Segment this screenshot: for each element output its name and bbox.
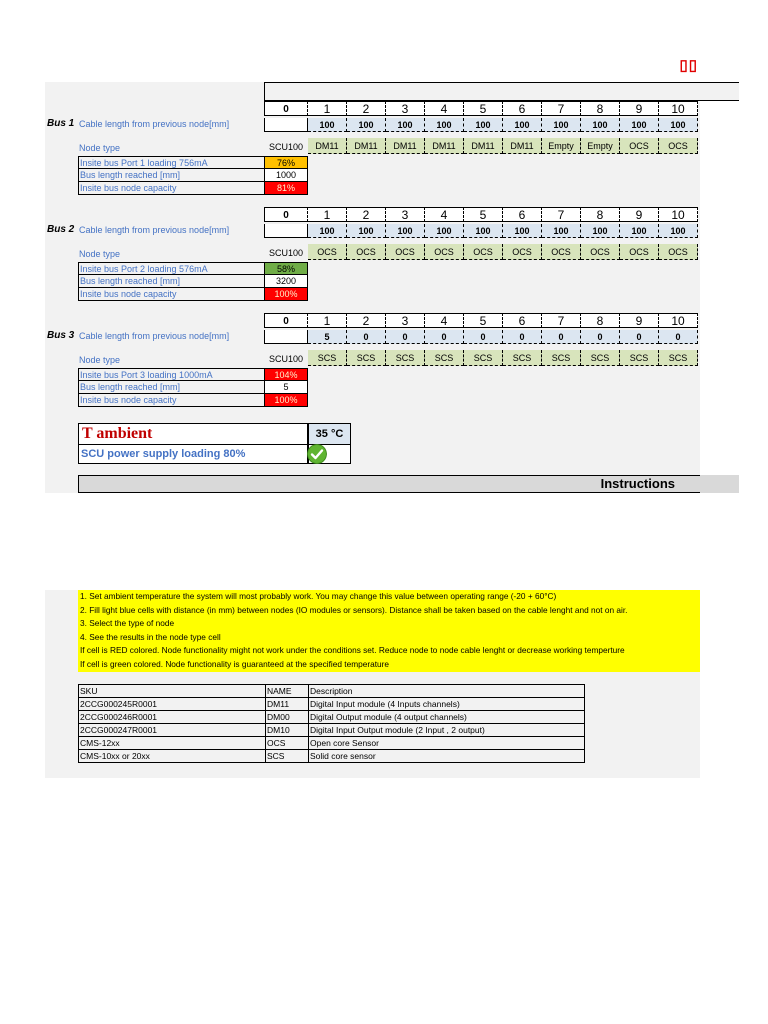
- instructions-header: Instructions: [78, 475, 700, 493]
- table-row: [79, 698, 585, 711]
- cable-length-input[interactable]: 100: [581, 118, 620, 132]
- node-type-select[interactable]: OCS: [581, 244, 620, 260]
- bus-length-label: Bus length reached [mm]: [78, 381, 265, 394]
- sku-cell: 2CCG000247R0001: [79, 724, 266, 737]
- psu-loading-label: SCU power supply loading 80%: [78, 445, 308, 464]
- node-number-header: 3: [386, 101, 425, 116]
- node-number-header: 1: [308, 101, 347, 116]
- node-type-select[interactable]: OCS: [620, 244, 659, 260]
- node-type-select[interactable]: OCS: [308, 244, 347, 260]
- bus-length-value: 5: [264, 381, 308, 394]
- node-number-header: 7: [542, 207, 581, 222]
- description-cell: Open core Sensor: [309, 737, 585, 750]
- node-number-header: 9: [620, 207, 659, 222]
- instruction-line: 4. See the results in the node type cell: [80, 631, 221, 642]
- node-number-header: 2: [347, 101, 386, 116]
- node-number-header: 2: [347, 313, 386, 328]
- sku-cell: 2CCG000246R0001: [79, 711, 266, 724]
- table-row: [79, 724, 585, 737]
- node-number-header: 5: [464, 101, 503, 116]
- node-type-select[interactable]: SCS: [386, 350, 425, 366]
- bus-label: Bus 2: [47, 224, 75, 235]
- bus-label: Bus 3: [47, 330, 75, 341]
- cable-length-input[interactable]: 0: [464, 330, 503, 344]
- node-number-header: 8: [581, 101, 620, 116]
- node-type-select[interactable]: OCS: [347, 244, 386, 260]
- node-type-select[interactable]: SCS: [425, 350, 464, 366]
- cable-length-input[interactable]: 100: [308, 118, 347, 132]
- node-type-label: Node type: [79, 143, 121, 153]
- cable-length-cell-0: [264, 224, 308, 238]
- node-type-select[interactable]: OCS: [659, 138, 698, 154]
- node-number-header: 6: [503, 313, 542, 328]
- node-type-select[interactable]: SCS: [503, 350, 542, 366]
- node-number-header: 6: [503, 207, 542, 222]
- node-capacity-value: 81%: [264, 182, 308, 195]
- cable-length-input[interactable]: 100: [347, 224, 386, 238]
- node-type-select[interactable]: DM11: [308, 138, 347, 154]
- node-type-select[interactable]: SCS: [464, 350, 503, 366]
- node-type-label: Node type: [79, 249, 121, 259]
- table-row: [79, 750, 585, 763]
- check-circle-icon: [307, 444, 327, 464]
- node-number-header: 8: [581, 313, 620, 328]
- port-loading-value: 58%: [264, 262, 308, 275]
- header-sku: SKU: [79, 685, 266, 698]
- cable-length-input[interactable]: 0: [581, 330, 620, 344]
- cable-length-input[interactable]: 0: [542, 330, 581, 344]
- cable-length-input[interactable]: 100: [464, 224, 503, 238]
- port-loading-value: 104%: [264, 368, 308, 381]
- ambient-value[interactable]: 35 °C: [308, 423, 351, 445]
- cable-length-input[interactable]: 100: [386, 118, 425, 132]
- header-bar: [264, 82, 739, 101]
- node-type-select[interactable]: SCS: [347, 350, 386, 366]
- instructions-header-extension: [700, 475, 739, 493]
- node-number-header: 0: [264, 207, 308, 222]
- cable-length-input[interactable]: 0: [503, 330, 542, 344]
- ambient-label: T ambient: [78, 423, 308, 445]
- sku-table: [78, 684, 585, 763]
- node-type-select[interactable]: OCS: [542, 244, 581, 260]
- sku-cell: 2CCG000245R0001: [79, 698, 266, 711]
- node-type-select[interactable]: SCS: [542, 350, 581, 366]
- port-loading-label: Insite bus Port 2 loading 576mA: [78, 262, 265, 275]
- node-type-label: Node type: [79, 355, 121, 365]
- instruction-line: If cell is RED colored. Node functionality might not work under the conditions set. Reduce node to node cable lenght or decrease working temperture: [80, 645, 625, 655]
- node-number-header: 0: [264, 313, 308, 328]
- cable-length-input[interactable]: 100: [308, 224, 347, 238]
- instruction-line: 3. Select the type of node: [80, 618, 175, 628]
- cable-length-input[interactable]: 0: [659, 330, 698, 344]
- bus-length-label: Bus length reached [mm]: [78, 275, 265, 288]
- node-type-scu: SCU100: [268, 248, 304, 258]
- description-cell: Solid core sensor: [309, 750, 585, 763]
- node-type-select[interactable]: SCS: [659, 350, 698, 366]
- bus-length-value: 3200: [264, 275, 308, 288]
- node-type-select[interactable]: OCS: [659, 244, 698, 260]
- cable-length-input[interactable]: 100: [503, 118, 542, 132]
- node-number-header: 4: [425, 313, 464, 328]
- node-number-header: 10: [659, 313, 698, 328]
- node-number-header: 9: [620, 101, 659, 116]
- cable-length-label: Cable length from previous node[mm]: [79, 225, 230, 235]
- node-number-header: 4: [425, 101, 464, 116]
- node-type-select[interactable]: OCS: [425, 244, 464, 260]
- node-capacity-label: Insite bus node capacity: [78, 288, 265, 301]
- node-type-select[interactable]: OCS: [503, 244, 542, 260]
- node-number-header: 10: [659, 207, 698, 222]
- sku-cell: CMS-10xx or 20xx: [79, 750, 266, 763]
- node-number-header: 7: [542, 101, 581, 116]
- port-loading-label: Insite bus Port 3 loading 1000mA: [78, 368, 265, 381]
- node-type-scu: SCU100: [268, 142, 304, 152]
- cable-length-input[interactable]: 100: [425, 118, 464, 132]
- node-number-header: 9: [620, 313, 659, 328]
- node-number-header: 3: [386, 313, 425, 328]
- cable-length-input[interactable]: 100: [542, 224, 581, 238]
- port-loading-value: 76%: [264, 156, 308, 169]
- node-capacity-value: 100%: [264, 394, 308, 407]
- node-number-header: 6: [503, 101, 542, 116]
- page-mark: ▯▯: [679, 57, 698, 74]
- name-cell: OCS: [266, 737, 309, 750]
- sku-cell: CMS-12xx: [79, 737, 266, 750]
- description-cell: Digital Input Output module (2 Input , 2 output): [309, 724, 585, 737]
- cable-length-cell-0: [264, 330, 308, 344]
- node-type-select[interactable]: OCS: [620, 138, 659, 154]
- node-number-header: 1: [308, 207, 347, 222]
- header-name: NAME: [266, 685, 309, 698]
- node-capacity-value: 100%: [264, 288, 308, 301]
- node-type-select[interactable]: DM11: [425, 138, 464, 154]
- cable-length-input[interactable]: 5: [308, 330, 347, 344]
- node-number-header: 1: [308, 313, 347, 328]
- cable-length-input[interactable]: 100: [620, 224, 659, 238]
- cable-length-label: Cable length from previous node[mm]: [79, 119, 230, 129]
- cable-length-input[interactable]: 0: [425, 330, 464, 344]
- node-type-select[interactable]: SCS: [581, 350, 620, 366]
- node-number-header: 5: [464, 207, 503, 222]
- node-number-header: 7: [542, 313, 581, 328]
- sku-table-header: [79, 685, 585, 698]
- cable-length-input[interactable]: 100: [659, 118, 698, 132]
- node-number-header: 5: [464, 313, 503, 328]
- instruction-line: 2. Fill light blue cells with distance (in mm) between nodes (IO modules or sensors). Distance shall be taken based on the cable lenght and not on air.: [80, 604, 628, 615]
- node-number-header: 4: [425, 207, 464, 222]
- cable-length-input[interactable]: 0: [620, 330, 659, 344]
- instruction-line: 1. Set ambient temperature the system will most probably work. You may change this value between operating range (-20 + 60°C): [80, 591, 557, 601]
- instruction-line: If cell is green colored. Node functionality is guaranteed at the specified temperature: [80, 658, 390, 669]
- table-row: [79, 737, 585, 750]
- node-capacity-label: Insite bus node capacity: [78, 394, 265, 407]
- node-number-header: 2: [347, 207, 386, 222]
- node-type-select[interactable]: Empty: [581, 138, 620, 154]
- cable-length-input[interactable]: 100: [581, 224, 620, 238]
- description-cell: Digital Output module (4 output channels): [309, 711, 585, 724]
- name-cell: DM00: [266, 711, 309, 724]
- cable-length-input[interactable]: 0: [347, 330, 386, 344]
- node-number-header: 10: [659, 101, 698, 116]
- cable-length-input[interactable]: 0: [386, 330, 425, 344]
- cable-length-input[interactable]: 100: [347, 118, 386, 132]
- cable-length-input[interactable]: 100: [542, 118, 581, 132]
- node-type-select[interactable]: DM11: [503, 138, 542, 154]
- cable-length-input[interactable]: 100: [386, 224, 425, 238]
- bus-length-value: 1000: [264, 169, 308, 182]
- node-type-select[interactable]: DM11: [386, 138, 425, 154]
- cable-length-input[interactable]: 100: [464, 118, 503, 132]
- node-type-scu: SCU100: [268, 354, 304, 364]
- instructions-box: [78, 590, 700, 672]
- bus-length-label: Bus length reached [mm]: [78, 169, 265, 182]
- node-type-select[interactable]: DM11: [464, 138, 503, 154]
- name-cell: DM11: [266, 698, 309, 711]
- table-row: [79, 711, 585, 724]
- cable-length-input[interactable]: 100: [659, 224, 698, 238]
- node-number-header: 3: [386, 207, 425, 222]
- node-number-header: 8: [581, 207, 620, 222]
- description-cell: Digital Input module (4 Inputs channels): [309, 698, 585, 711]
- node-type-select[interactable]: Empty: [542, 138, 581, 154]
- node-capacity-label: Insite bus node capacity: [78, 182, 265, 195]
- node-type-select[interactable]: DM11: [347, 138, 386, 154]
- node-type-select[interactable]: OCS: [464, 244, 503, 260]
- cable-length-input[interactable]: 100: [620, 118, 659, 132]
- cable-length-input[interactable]: 100: [503, 224, 542, 238]
- header-description: Description: [309, 685, 585, 698]
- node-number-header: 0: [264, 101, 308, 116]
- bus-label: Bus 1: [47, 118, 75, 129]
- cable-length-label: Cable length from previous node[mm]: [79, 331, 230, 341]
- node-type-select[interactable]: SCS: [308, 350, 347, 366]
- cable-length-cell-0: [264, 118, 308, 132]
- node-type-select[interactable]: SCS: [620, 350, 659, 366]
- name-cell: SCS: [266, 750, 309, 763]
- cable-length-input[interactable]: 100: [425, 224, 464, 238]
- node-type-select[interactable]: OCS: [386, 244, 425, 260]
- name-cell: DM10: [266, 724, 309, 737]
- port-loading-label: Insite bus Port 1 loading 756mA: [78, 156, 265, 169]
